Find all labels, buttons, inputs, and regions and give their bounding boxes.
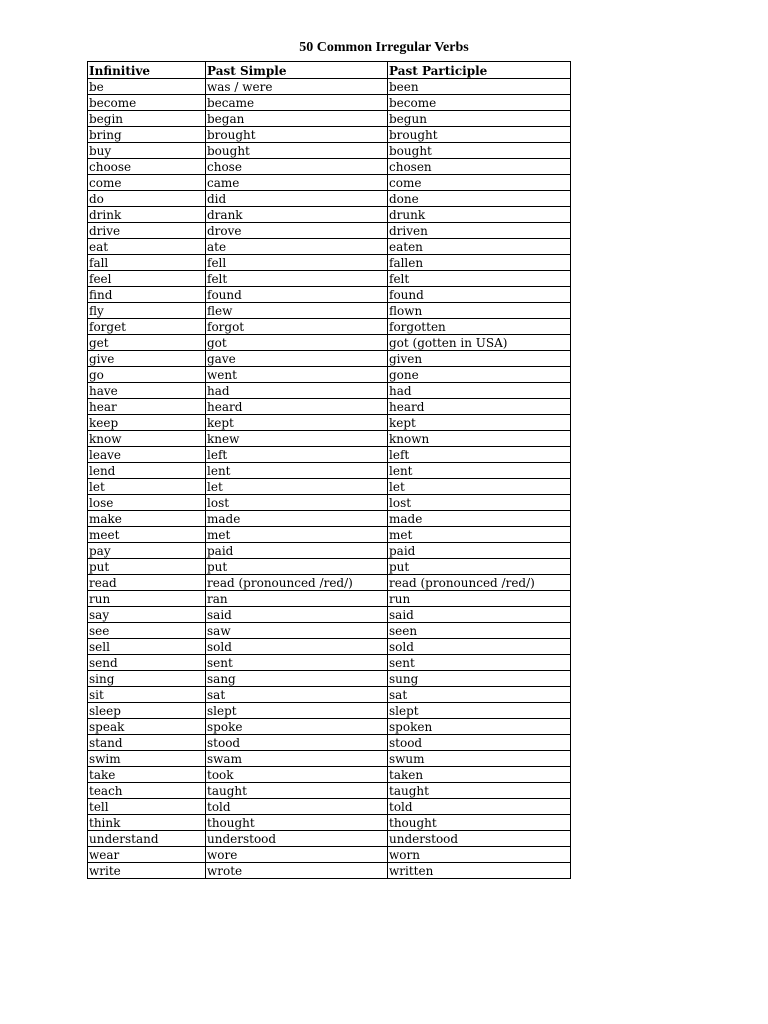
- past-participle-cell: understood: [388, 831, 571, 847]
- past-simple-cell: wrote: [206, 863, 388, 879]
- table-row: [88, 463, 571, 479]
- table-row: [88, 687, 571, 703]
- past-participle-cell: brought: [388, 127, 571, 143]
- infinitive-cell: buy: [88, 143, 206, 159]
- infinitive-cell: get: [88, 335, 206, 351]
- table-row: [88, 335, 571, 351]
- past-participle-cell: paid: [388, 543, 571, 559]
- past-participle-cell: said: [388, 607, 571, 623]
- past-participle-cell: let: [388, 479, 571, 495]
- infinitive-cell: run: [88, 591, 206, 607]
- past-participle-cell: lent: [388, 463, 571, 479]
- infinitive-cell: begin: [88, 111, 206, 127]
- past-simple-cell: flew: [206, 303, 388, 319]
- infinitive-cell: see: [88, 623, 206, 639]
- table-row: [88, 383, 571, 399]
- past-participle-cell: sent: [388, 655, 571, 671]
- table-row: [88, 207, 571, 223]
- past-simple-cell: made: [206, 511, 388, 527]
- infinitive-cell: stand: [88, 735, 206, 751]
- infinitive-cell: drive: [88, 223, 206, 239]
- irregular-verbs-table: [87, 61, 571, 879]
- infinitive-cell: teach: [88, 783, 206, 799]
- infinitive-cell: read: [88, 575, 206, 591]
- past-simple-cell: fell: [206, 255, 388, 271]
- infinitive-cell: understand: [88, 831, 206, 847]
- table-row: [88, 255, 571, 271]
- infinitive-cell: wear: [88, 847, 206, 863]
- infinitive-cell: make: [88, 511, 206, 527]
- past-participle-cell: slept: [388, 703, 571, 719]
- infinitive-cell: give: [88, 351, 206, 367]
- table-row: [88, 559, 571, 575]
- infinitive-cell: do: [88, 191, 206, 207]
- past-participle-cell: begun: [388, 111, 571, 127]
- past-simple-cell: put: [206, 559, 388, 575]
- infinitive-cell: meet: [88, 527, 206, 543]
- table-row: [88, 143, 571, 159]
- table-row: [88, 479, 571, 495]
- infinitive-cell: come: [88, 175, 206, 191]
- infinitive-cell: send: [88, 655, 206, 671]
- past-simple-cell: paid: [206, 543, 388, 559]
- past-simple-cell: sat: [206, 687, 388, 703]
- table-row: [88, 671, 571, 687]
- infinitive-cell: sleep: [88, 703, 206, 719]
- table-row: [88, 287, 571, 303]
- past-simple-cell: saw: [206, 623, 388, 639]
- past-simple-cell: spoke: [206, 719, 388, 735]
- infinitive-cell: sing: [88, 671, 206, 687]
- past-participle-cell: become: [388, 95, 571, 111]
- infinitive-cell: fly: [88, 303, 206, 319]
- past-participle-cell: written: [388, 863, 571, 879]
- past-participle-cell: seen: [388, 623, 571, 639]
- table-row: [88, 591, 571, 607]
- past-simple-cell: became: [206, 95, 388, 111]
- infinitive-cell: lend: [88, 463, 206, 479]
- table-row: [88, 655, 571, 671]
- past-simple-cell: brought: [206, 127, 388, 143]
- infinitive-cell: tell: [88, 799, 206, 815]
- past-simple-cell: chose: [206, 159, 388, 175]
- past-simple-cell: bought: [206, 143, 388, 159]
- past-simple-cell: had: [206, 383, 388, 399]
- past-simple-cell: began: [206, 111, 388, 127]
- past-participle-cell: gone: [388, 367, 571, 383]
- past-participle-cell: drunk: [388, 207, 571, 223]
- past-simple-cell: did: [206, 191, 388, 207]
- table-row: [88, 703, 571, 719]
- infinitive-cell: be: [88, 79, 206, 95]
- past-simple-cell: told: [206, 799, 388, 815]
- table-row: [88, 735, 571, 751]
- past-participle-cell: met: [388, 527, 571, 543]
- past-participle-cell: felt: [388, 271, 571, 287]
- past-participle-cell: found: [388, 287, 571, 303]
- past-simple-cell: stood: [206, 735, 388, 751]
- table-row: [88, 399, 571, 415]
- table-row: [88, 815, 571, 831]
- table-row: [88, 127, 571, 143]
- table-row: [88, 351, 571, 367]
- infinitive-cell: leave: [88, 447, 206, 463]
- infinitive-cell: eat: [88, 239, 206, 255]
- past-participle-cell: fallen: [388, 255, 571, 271]
- infinitive-cell: drink: [88, 207, 206, 223]
- past-participle-cell: known: [388, 431, 571, 447]
- table-header-row: [88, 62, 571, 79]
- infinitive-cell: choose: [88, 159, 206, 175]
- infinitive-cell: take: [88, 767, 206, 783]
- table-row: [88, 831, 571, 847]
- past-simple-cell: ran: [206, 591, 388, 607]
- column-header-infinitive: Infinitive: [88, 62, 206, 79]
- infinitive-cell: speak: [88, 719, 206, 735]
- past-participle-cell: forgotten: [388, 319, 571, 335]
- table-row: [88, 239, 571, 255]
- table-row: [88, 799, 571, 815]
- past-simple-cell: understood: [206, 831, 388, 847]
- infinitive-cell: find: [88, 287, 206, 303]
- past-participle-cell: flown: [388, 303, 571, 319]
- table-row: [88, 543, 571, 559]
- infinitive-cell: put: [88, 559, 206, 575]
- table-row: [88, 415, 571, 431]
- past-simple-cell: wore: [206, 847, 388, 863]
- past-participle-cell: bought: [388, 143, 571, 159]
- past-simple-cell: felt: [206, 271, 388, 287]
- infinitive-cell: have: [88, 383, 206, 399]
- past-simple-cell: came: [206, 175, 388, 191]
- table-row: [88, 607, 571, 623]
- past-simple-cell: taught: [206, 783, 388, 799]
- past-simple-cell: met: [206, 527, 388, 543]
- table-row: [88, 639, 571, 655]
- past-simple-cell: sold: [206, 639, 388, 655]
- past-participle-cell: made: [388, 511, 571, 527]
- table-row: [88, 303, 571, 319]
- past-simple-cell: got: [206, 335, 388, 351]
- infinitive-cell: write: [88, 863, 206, 879]
- table-row: [88, 271, 571, 287]
- past-participle-cell: been: [388, 79, 571, 95]
- past-participle-cell: lost: [388, 495, 571, 511]
- past-participle-cell: put: [388, 559, 571, 575]
- column-header-past-participle: Past Participle: [388, 62, 571, 79]
- past-simple-cell: thought: [206, 815, 388, 831]
- infinitive-cell: think: [88, 815, 206, 831]
- past-participle-cell: heard: [388, 399, 571, 415]
- infinitive-cell: pay: [88, 543, 206, 559]
- past-simple-cell: took: [206, 767, 388, 783]
- past-simple-cell: found: [206, 287, 388, 303]
- past-participle-cell: spoken: [388, 719, 571, 735]
- table-row: [88, 751, 571, 767]
- table-row: [88, 223, 571, 239]
- past-simple-cell: read (pronounced /red/): [206, 575, 388, 591]
- past-simple-cell: forgot: [206, 319, 388, 335]
- past-simple-cell: kept: [206, 415, 388, 431]
- infinitive-cell: let: [88, 479, 206, 495]
- past-participle-cell: kept: [388, 415, 571, 431]
- table-row: [88, 719, 571, 735]
- past-participle-cell: eaten: [388, 239, 571, 255]
- table-row: [88, 511, 571, 527]
- past-simple-cell: ate: [206, 239, 388, 255]
- past-participle-cell: had: [388, 383, 571, 399]
- past-simple-cell: sent: [206, 655, 388, 671]
- infinitive-cell: fall: [88, 255, 206, 271]
- past-participle-cell: done: [388, 191, 571, 207]
- infinitive-cell: forget: [88, 319, 206, 335]
- past-simple-cell: swam: [206, 751, 388, 767]
- past-simple-cell: drove: [206, 223, 388, 239]
- column-header-past-simple: Past Simple: [206, 62, 388, 79]
- infinitive-cell: bring: [88, 127, 206, 143]
- infinitive-cell: feel: [88, 271, 206, 287]
- table-row: [88, 527, 571, 543]
- past-simple-cell: gave: [206, 351, 388, 367]
- past-simple-cell: was / were: [206, 79, 388, 95]
- past-participle-cell: stood: [388, 735, 571, 751]
- past-participle-cell: got (gotten in USA): [388, 335, 571, 351]
- infinitive-cell: become: [88, 95, 206, 111]
- infinitive-cell: hear: [88, 399, 206, 415]
- past-participle-cell: come: [388, 175, 571, 191]
- infinitive-cell: swim: [88, 751, 206, 767]
- past-simple-cell: went: [206, 367, 388, 383]
- infinitive-cell: sit: [88, 687, 206, 703]
- past-simple-cell: sang: [206, 671, 388, 687]
- past-participle-cell: given: [388, 351, 571, 367]
- table-row: [88, 95, 571, 111]
- past-simple-cell: let: [206, 479, 388, 495]
- table-row: [88, 783, 571, 799]
- past-simple-cell: said: [206, 607, 388, 623]
- past-simple-cell: knew: [206, 431, 388, 447]
- past-simple-cell: lent: [206, 463, 388, 479]
- infinitive-cell: go: [88, 367, 206, 383]
- past-participle-cell: run: [388, 591, 571, 607]
- past-participle-cell: thought: [388, 815, 571, 831]
- table-row: [88, 367, 571, 383]
- table-row: [88, 79, 571, 95]
- past-simple-cell: heard: [206, 399, 388, 415]
- past-participle-cell: swum: [388, 751, 571, 767]
- table-row: [88, 431, 571, 447]
- infinitive-cell: sell: [88, 639, 206, 655]
- past-participle-cell: told: [388, 799, 571, 815]
- table-row: [88, 863, 571, 879]
- past-simple-cell: drank: [206, 207, 388, 223]
- table-row: [88, 495, 571, 511]
- past-participle-cell: sat: [388, 687, 571, 703]
- table-row: [88, 847, 571, 863]
- infinitive-cell: say: [88, 607, 206, 623]
- table-row: [88, 623, 571, 639]
- past-participle-cell: driven: [388, 223, 571, 239]
- table-row: [88, 447, 571, 463]
- past-simple-cell: lost: [206, 495, 388, 511]
- table-row: [88, 191, 571, 207]
- infinitive-cell: keep: [88, 415, 206, 431]
- table-row: [88, 575, 571, 591]
- past-participle-cell: chosen: [388, 159, 571, 175]
- past-participle-cell: sold: [388, 639, 571, 655]
- past-participle-cell: read (pronounced /red/): [388, 575, 571, 591]
- past-participle-cell: sung: [388, 671, 571, 687]
- past-participle-cell: left: [388, 447, 571, 463]
- infinitive-cell: lose: [88, 495, 206, 511]
- past-participle-cell: taught: [388, 783, 571, 799]
- past-participle-cell: taken: [388, 767, 571, 783]
- table-row: [88, 159, 571, 175]
- table-row: [88, 767, 571, 783]
- table-row: [88, 319, 571, 335]
- table-body: [88, 79, 571, 879]
- table-row: [88, 175, 571, 191]
- past-participle-cell: worn: [388, 847, 571, 863]
- document-title: 50 Common Irregular Verbs: [299, 40, 469, 55]
- infinitive-cell: know: [88, 431, 206, 447]
- table-row: [88, 111, 571, 127]
- past-simple-cell: slept: [206, 703, 388, 719]
- past-simple-cell: left: [206, 447, 388, 463]
